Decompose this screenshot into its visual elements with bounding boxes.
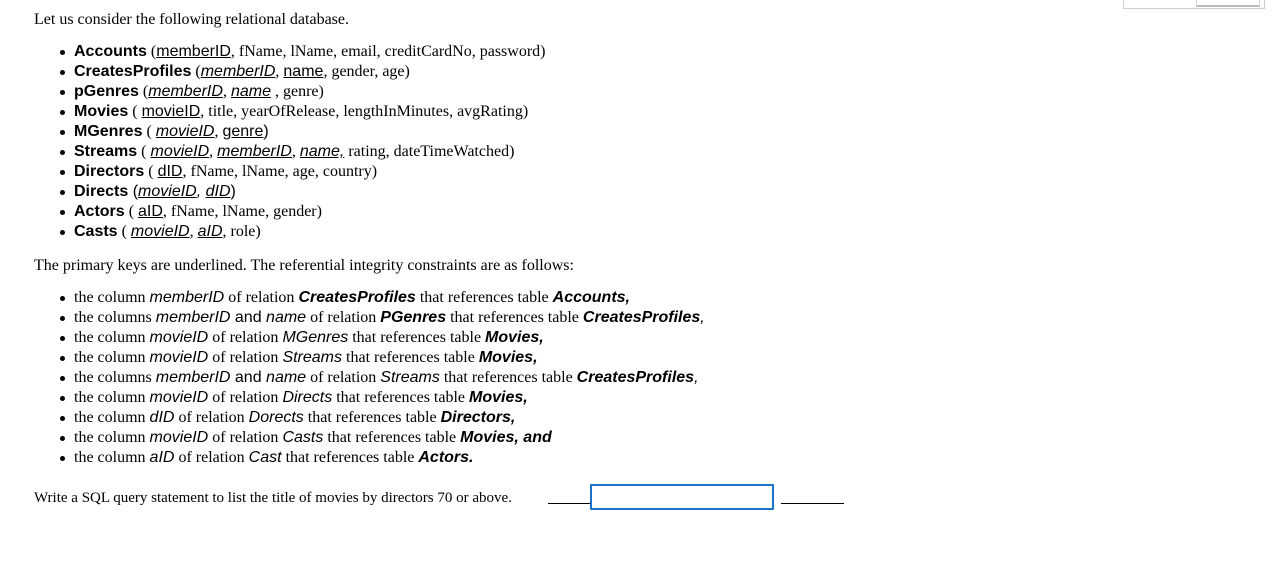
text-run: memberID [200,63,276,80]
text-run: ( [128,103,142,120]
text-run: Directs [282,389,333,406]
constraint-item [74,408,705,428]
relation-name: Directors [74,163,145,180]
relation-name: MGenres [74,123,143,140]
text-run: movieID [149,429,209,446]
text-run: , [694,369,699,386]
text-run: aID [149,449,175,466]
text-run: dID [149,409,175,426]
text-run: the column [74,389,150,406]
text-run: name, [299,143,345,160]
text-run: and [230,369,267,386]
relations-list [74,42,545,242]
text-run: of relation [174,449,249,466]
text-run: memberID [155,309,231,326]
text-run: ) [230,183,236,200]
text-run: Actors. [418,449,474,466]
text-run: , [196,183,206,200]
text-run: of relation [208,329,283,346]
text-run: movieID [149,349,209,366]
text-run: PGenres [380,309,447,326]
relation-item [74,102,545,122]
text-run: ( [124,203,139,220]
text-run: movieID [138,183,197,200]
primary-keys-note: The primary keys are underlined. The referential integrity constraints are as follows: [34,257,574,274]
text-run: of relation [208,389,283,406]
text-run: CreatesProfiles [298,289,416,306]
relation-item [74,82,545,102]
text-run: the column [74,409,150,426]
text-run: , [214,123,223,140]
top-right-panel-tab [1196,0,1260,7]
text-run: , [275,63,284,80]
constraint-item [74,308,705,328]
text-run: that references table [281,449,419,466]
text-run: of relation [174,409,249,426]
text-run: Streams [380,369,440,386]
text-run: Directors, [440,409,516,426]
text-run: , gender, age) [323,63,410,80]
text-run: ( [142,123,156,140]
text-run: that references table [332,389,470,406]
constraint-item [74,348,705,368]
text-run: ( [138,83,149,100]
text-run: Movies, and [460,429,552,446]
text-run: name [283,63,324,80]
relation-item [74,142,545,162]
text-run: , [222,83,231,100]
question-row [34,484,854,512]
text-run: name [266,309,307,326]
answer-input[interactable] [590,484,774,510]
text-run: , role) [222,223,261,240]
text-run: the column [74,329,150,346]
text-run: movieID [149,329,209,346]
text-run: of relation [306,309,381,326]
text-run: that references table [348,329,486,346]
text-run: dID [205,183,231,200]
text-run: movieID [141,103,201,120]
text-run: that references table [439,369,577,386]
text-run: aID [197,223,223,240]
text-run: memberID [149,289,225,306]
text-run: MGenres [282,329,349,346]
text-run: , fName, lName, age, country) [182,163,378,180]
top-right-panel-edge [1123,0,1265,9]
text-run: Casts [282,429,324,446]
text-run: , fName, lName, email, creditCardNo, password) [230,43,546,60]
text-run: Accounts, [552,289,630,306]
relation-name: CreatesProfiles [74,63,192,80]
relation-name: Accounts [74,43,147,60]
text-run: movieID [149,389,209,406]
constraints-list [74,288,705,468]
text-run: of relation [306,369,381,386]
text-run: ( [146,43,157,60]
text-run: name [266,369,307,386]
text-run: , [189,223,198,240]
text-run: and [230,309,267,326]
text-run: CreatesProfiles [582,309,701,326]
text-run: movieID [130,223,190,240]
text-run: memberID [156,43,231,60]
text-run: CreatesProfiles [576,369,695,386]
text-run: that references table [303,409,441,426]
text-run: name [230,83,271,100]
text-run: the column [74,289,150,306]
relation-item [74,222,545,242]
text-run: aID [138,203,163,220]
text-run: the column [74,349,150,366]
text-run: ) [263,123,269,140]
text-run: Movies, [485,329,544,346]
text-run: the column [74,449,150,466]
text-run: of relation [208,349,283,366]
text-run: dID [157,163,183,180]
blank-line-right [781,503,844,504]
constraint-item [74,448,705,468]
text-run: movieID [155,123,215,140]
text-run: that references table [342,349,479,366]
relation-item [74,42,545,62]
constraint-item [74,368,705,388]
text-run: Movies, [469,389,528,406]
relation-name: Movies [74,103,129,120]
text-run: ( [191,63,201,80]
constraint-item [74,288,705,308]
relation-item [74,62,545,82]
relation-item [74,202,545,222]
text-run: , [700,309,705,326]
question-text: Write a SQL query statement to list the title of movies by directors 70 or above. [34,490,512,506]
constraint-item [74,388,705,408]
text-run: rating, dateTimeWatched) [344,143,515,160]
text-run: , fName, lName, gender) [162,203,322,220]
relation-item [74,122,545,142]
relation-item [74,162,545,182]
relation-name: Streams [74,143,138,160]
text-run: the columns [74,369,156,386]
relation-item [74,182,545,202]
relation-name: Actors [74,203,125,220]
text-run: of relation [224,289,299,306]
text-run: the columns [74,309,156,326]
text-run: Movies, [478,349,538,366]
relation-name: pGenres [74,83,139,100]
text-run: , genre) [270,83,324,100]
text-run: that references table [323,429,461,446]
text-run: Streams [282,349,343,366]
text-run: , title, yearOfRelease, lengthInMinutes, avgRating) [200,103,529,120]
relation-name: Casts [74,223,118,240]
text-run: Dorects [248,409,304,426]
constraint-item [74,428,705,448]
text-run: memberID [155,369,231,386]
text-run: , [291,143,300,160]
text-run: ( [117,223,131,240]
text-run: the column [74,429,150,446]
text-run: movieID [150,143,210,160]
text-run: memberID [148,83,223,100]
text-run: of relation [208,429,283,446]
text-run: Cast [248,449,282,466]
text-run: ( [144,163,158,180]
text-run: that references table [446,309,583,326]
text-run: ( [128,183,139,200]
text-run: memberID [217,143,292,160]
relation-name: Directs [74,183,129,200]
intro-text: Let us consider the following relational database. [34,11,350,28]
text-run: genre [222,123,264,140]
constraint-item [74,328,705,348]
text-run: ( [137,143,151,160]
text-run: that references table [415,289,553,306]
text-run: , [209,143,218,160]
